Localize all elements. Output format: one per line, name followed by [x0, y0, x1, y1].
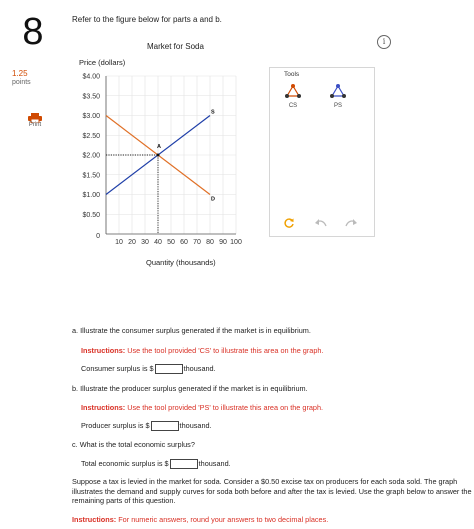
- undo-button[interactable]: [314, 216, 328, 228]
- demand-label: D: [211, 196, 215, 203]
- printer-icon: [28, 110, 42, 120]
- ps-answer-prefix: Producer surplus is $: [81, 421, 150, 430]
- part-b-instr-label: Instructions:: [81, 403, 126, 412]
- part-a-answer-row: [81, 364, 216, 374]
- info-icon[interactable]: i: [377, 35, 391, 49]
- cs-answer-prefix: Consumer surplus is $: [81, 364, 154, 373]
- redo-icon: [344, 217, 358, 229]
- question-prompt: Refer to the figure below for parts a and b.: [72, 15, 222, 24]
- x-tick-label: 40: [154, 239, 162, 246]
- total-answer-prefix: Total economic surplus is $: [81, 459, 169, 468]
- part-a-instr-text: Use the tool provided 'CS' to illustrate this area on the graph.: [127, 346, 324, 355]
- scenario-paragraph: Suppose a tax is levied in the market for soda. Consider a $0.50 excise tax on producers for each soda sold. The graph illustrates the demand and supply curves for soda both before and after the tax is levied. Use the graph below to answer the remaining parts of this question.: [72, 477, 472, 505]
- equilibrium-point: [157, 154, 160, 157]
- ps-tool-label: PS: [333, 103, 342, 109]
- equilibrium-label: A: [157, 144, 161, 150]
- part-a-instructions: [81, 346, 323, 355]
- y-tick-label: $2.50: [82, 132, 100, 140]
- x-tick-label: 50: [167, 239, 175, 246]
- print-button[interactable]: [24, 110, 46, 138]
- cs-answer-suffix: thousand.: [183, 364, 216, 373]
- footer-instr-text: For numeric answers, round your answers to two decimal places.: [118, 515, 329, 524]
- reset-icon: [283, 217, 295, 229]
- points-value: 1.25: [12, 69, 28, 78]
- x-tick-label: 100: [230, 239, 242, 246]
- cs-tool-label: CS: [288, 103, 298, 109]
- ps-answer-suffix: thousand.: [179, 421, 212, 430]
- x-tick-label: 30: [141, 239, 149, 246]
- y-tick-label: $3.50: [82, 93, 100, 101]
- x-tick-label: 60: [180, 239, 188, 246]
- y-tick-label: $1.00: [82, 192, 100, 199]
- x-tick-label: 80: [206, 239, 214, 246]
- part-b-instructions: [81, 403, 323, 412]
- part-a-question: a. Illustrate the consumer surplus generated if the market is in equilibrium.: [72, 326, 311, 335]
- y-axis-label: Price (dollars): [79, 58, 126, 67]
- chart-title: Market for Soda: [147, 42, 204, 51]
- cs-answer-input[interactable]: [155, 364, 183, 374]
- part-b-instr-text: Use the tool provided 'PS' to illustrate this area on the graph.: [127, 403, 324, 412]
- y-tick-label: $4.00: [82, 73, 100, 81]
- x-axis-label: Quantity (thousands): [146, 258, 216, 267]
- tools-title: Tools: [284, 71, 300, 78]
- y-tick-label: $1.50: [82, 172, 100, 180]
- part-a-instr-label: Instructions:: [81, 346, 126, 355]
- market-chart[interactable]: [70, 68, 270, 250]
- total-answer-input[interactable]: [170, 459, 198, 469]
- x-tick-label: 70: [193, 239, 201, 246]
- reset-button[interactable]: [283, 216, 297, 228]
- ps-tool[interactable]: [325, 84, 351, 112]
- undo-icon: [314, 217, 328, 229]
- x-tick-label: 90: [219, 239, 227, 246]
- ps-answer-input[interactable]: [151, 421, 179, 431]
- y-tick-label: $0.50: [82, 211, 100, 219]
- x-tick-label: 10: [115, 239, 123, 246]
- redo-button[interactable]: [344, 216, 358, 228]
- footer-instr-label: Instructions:: [72, 515, 117, 524]
- part-c-answer-row: [81, 459, 231, 469]
- cs-tool[interactable]: [280, 84, 306, 112]
- points-label: points: [12, 79, 31, 86]
- x-tick-label: 20: [128, 239, 136, 246]
- cs-tool-icon: [285, 84, 301, 98]
- ps-tool-icon: [330, 84, 346, 98]
- part-b-answer-row: [81, 421, 212, 431]
- supply-label: S: [211, 109, 215, 116]
- part-c-question: c. What is the total economic surplus?: [72, 440, 195, 449]
- print-label: Print: [28, 122, 42, 128]
- part-b-question: b. Illustrate the producer surplus generated if the market is in equilibrium.: [72, 384, 308, 393]
- origin-label: 0: [96, 233, 100, 240]
- y-tick-label: $2.00: [82, 152, 100, 160]
- question-number: 8: [22, 11, 44, 53]
- total-answer-suffix: thousand.: [198, 459, 231, 468]
- footer-instructions: [72, 515, 328, 524]
- y-tick-label: $3.00: [82, 113, 100, 120]
